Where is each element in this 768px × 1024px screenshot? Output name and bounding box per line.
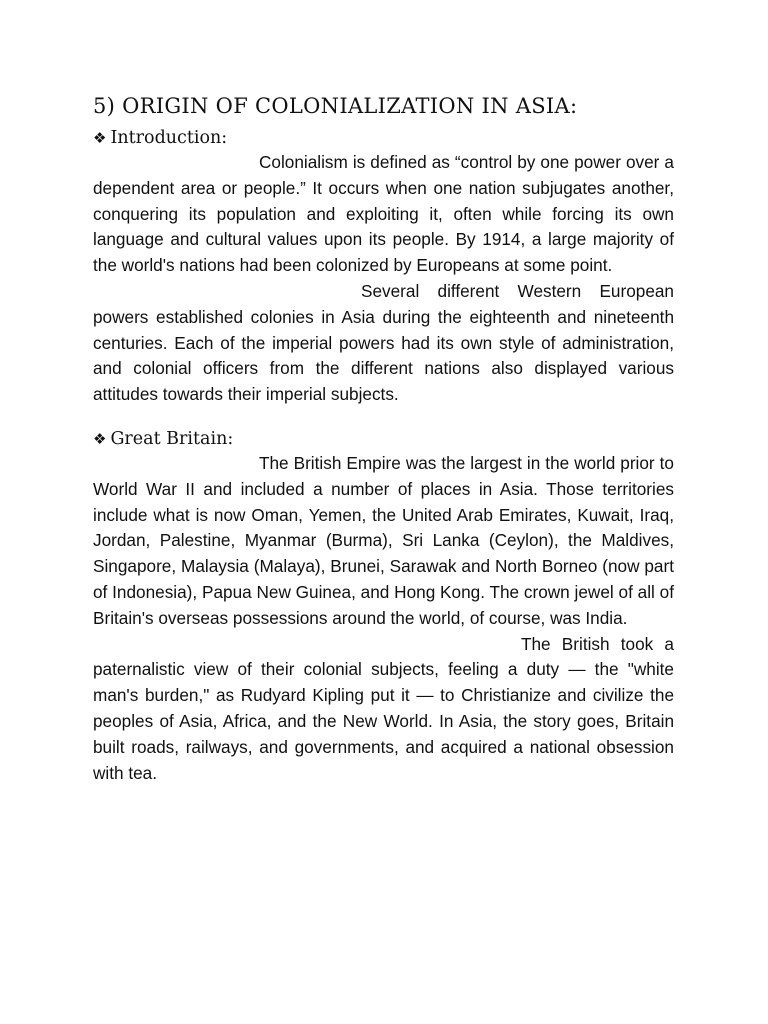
paragraph: The British Empire was the largest in the world prior to World War II and included a number of places in Asia. Those territories include what is now Oman, Yemen, the United Arab Emirates, Kuwait, Iraq, Jordan, Palestine, Myanmar (Burma), Sri Lanka (Ceylon), the Maldives, Singapore, Malaysia (Malaya), Brunei, Sarawak and North Borneo (now part of Indonesia), Papua New Guinea, and Hong Kong. The crown jewel of all of Britain's overseas possessions around the world, of course, was India. — [93, 452, 674, 628]
section-spacer — [93, 408, 674, 427]
four-diamond-bullet-icon: ❖ — [93, 129, 107, 147]
paragraph: Colonialism is defined as “control by one power over a dependent area or people.” It occurs when one nation subjugates another, conquering its population and exploiting it, often while forcing its own language and cultural values upon its people. By 1914, a large majority of the world's nations had been colonized by Europeans at some point. — [93, 152, 674, 276]
section-heading-great-britain — [93, 427, 674, 451]
section-heading-label: Great Britain: — [110, 428, 234, 449]
document-page — [93, 92, 674, 786]
section-heading-introduction — [93, 126, 674, 150]
document-title: 5) ORIGIN OF COLONIALIZATION IN ASIA: — [93, 94, 578, 118]
section-heading-label: Introduction: — [110, 128, 228, 148]
paragraph: The British took a paternalistic view of their colonial subjects, feeling a duty — the "white man's burden," as Rudyard Kipling put it — to Christianize and civilize the peoples of Asia, Africa, and the New World. In Asia, the story goes, Britain built roads, railways, and governments, and acquired a national obsession with tea. — [93, 633, 674, 783]
four-diamond-bullet-icon: ❖ — [93, 429, 107, 448]
paragraph: Several different Western European powers established colonies in Asia during the eighteenth and nineteenth centuries. Each of the imperial powers had its own style of administration, and colonial officers from the different nations also displayed various attitudes towards their imperial subjects. — [93, 280, 674, 405]
